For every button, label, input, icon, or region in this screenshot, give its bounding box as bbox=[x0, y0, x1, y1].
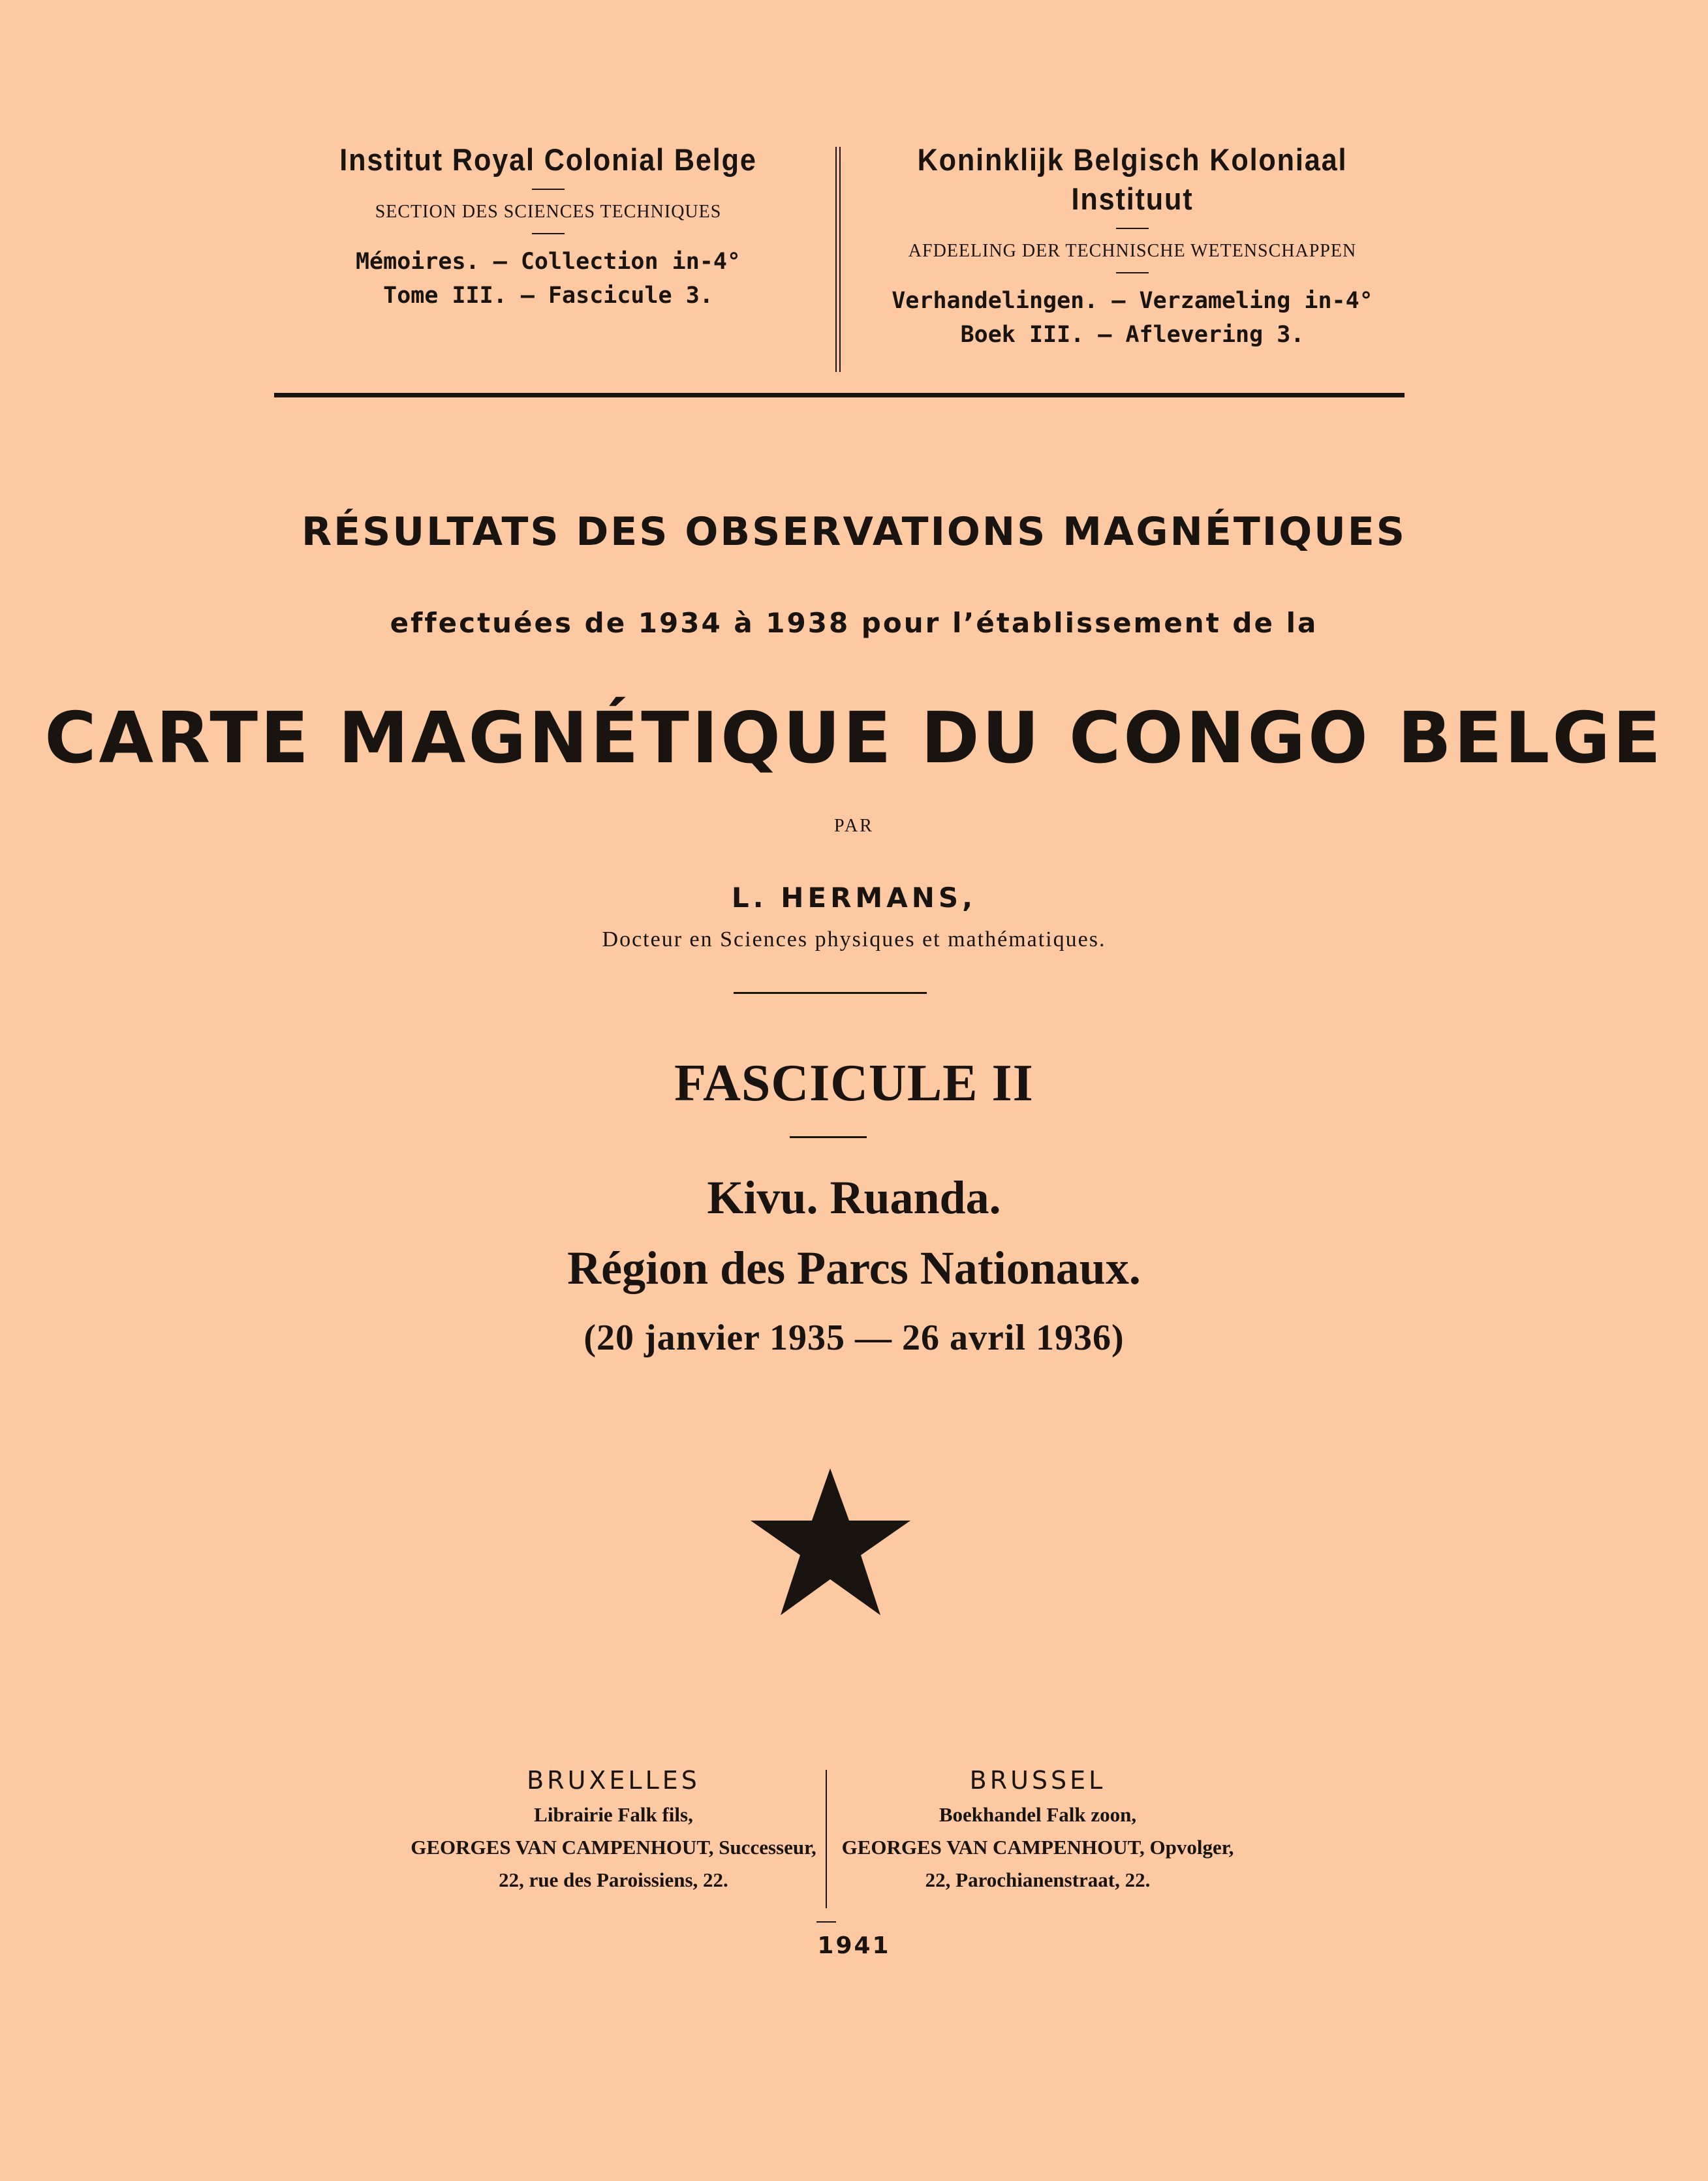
collection-fr: Mémoires. — Collection in-4° bbox=[355, 249, 741, 275]
imprint-city-fr: BRUXELLES bbox=[527, 1766, 700, 1795]
institute-name-fr: Institut Royal Colonial Belge bbox=[339, 142, 757, 177]
header-rule bbox=[274, 393, 1405, 397]
collection-nl: Verhandelingen. — Verzameling in-4° bbox=[892, 288, 1373, 314]
divider bbox=[532, 233, 565, 234]
imprint-right bbox=[829, 1762, 1247, 1896]
imprint-line: GEORGES VAN CAMPENHOUT, Opvolger, bbox=[841, 1836, 1234, 1859]
divider bbox=[532, 189, 565, 190]
header-left bbox=[281, 140, 816, 313]
section-name-fr: SECTION DES SCIENCES TECHNIQUES bbox=[375, 202, 722, 222]
imprint-line: Librairie Falk fils, bbox=[534, 1803, 693, 1826]
star-icon bbox=[751, 1468, 910, 1615]
imprint-line: 22, Parochianenstraat, 22. bbox=[925, 1868, 1151, 1891]
institute-name-nl: Koninklijk Belgisch Koloniaal Instituut bbox=[917, 142, 1348, 216]
fascicule-dates: (20 janvier 1935 — 26 avril 1936) bbox=[583, 1318, 1125, 1358]
divider bbox=[816, 1921, 836, 1923]
author-name: L. HERMANS, bbox=[731, 882, 977, 914]
page-title: CARTE MAGNÉTIQUE DU CONGO BELGE bbox=[44, 698, 1664, 779]
volume-fr: Tome III. — Fascicule 3. bbox=[383, 283, 713, 309]
imprint-line: Boekhandel Falk zoon, bbox=[939, 1803, 1137, 1826]
imprint-city-nl: BRUSSEL bbox=[969, 1766, 1106, 1795]
header-right bbox=[865, 140, 1400, 352]
footer-column-divider bbox=[826, 1770, 827, 1908]
imprint-left bbox=[405, 1762, 822, 1896]
publication-year: 1941 bbox=[817, 1932, 891, 1959]
divider bbox=[790, 1136, 867, 1138]
divider bbox=[1116, 228, 1149, 229]
subtitle-effectuees: effectuées de 1934 à 1938 pour l’établissement de la bbox=[390, 607, 1318, 639]
author-degree: Docteur en Sciences physiques et mathématiques. bbox=[602, 927, 1106, 951]
imprint-line: 22, rue des Paroissiens, 22. bbox=[499, 1868, 728, 1891]
divider bbox=[1116, 272, 1149, 273]
divider bbox=[734, 992, 927, 994]
fascicule-label: FASCICULE II bbox=[674, 1055, 1034, 1112]
section-name-nl: AFDEELING DER TECHNISCHE WETENSCHAPPEN bbox=[908, 241, 1357, 261]
par-label: PAR bbox=[834, 816, 874, 836]
header-column-divider bbox=[835, 147, 841, 372]
imprint-line: GEORGES VAN CAMPENHOUT, Successeur, bbox=[411, 1836, 816, 1859]
fascicule-region-line1: Kivu. Ruanda. bbox=[707, 1171, 1001, 1224]
fascicule-region-line2: Région des Parcs Nationaux. bbox=[567, 1242, 1141, 1294]
results-heading: RÉSULTATS DES OBSERVATIONS MAGNÉTIQUES bbox=[301, 509, 1406, 555]
volume-nl: Boek III. — Aflevering 3. bbox=[960, 322, 1305, 348]
